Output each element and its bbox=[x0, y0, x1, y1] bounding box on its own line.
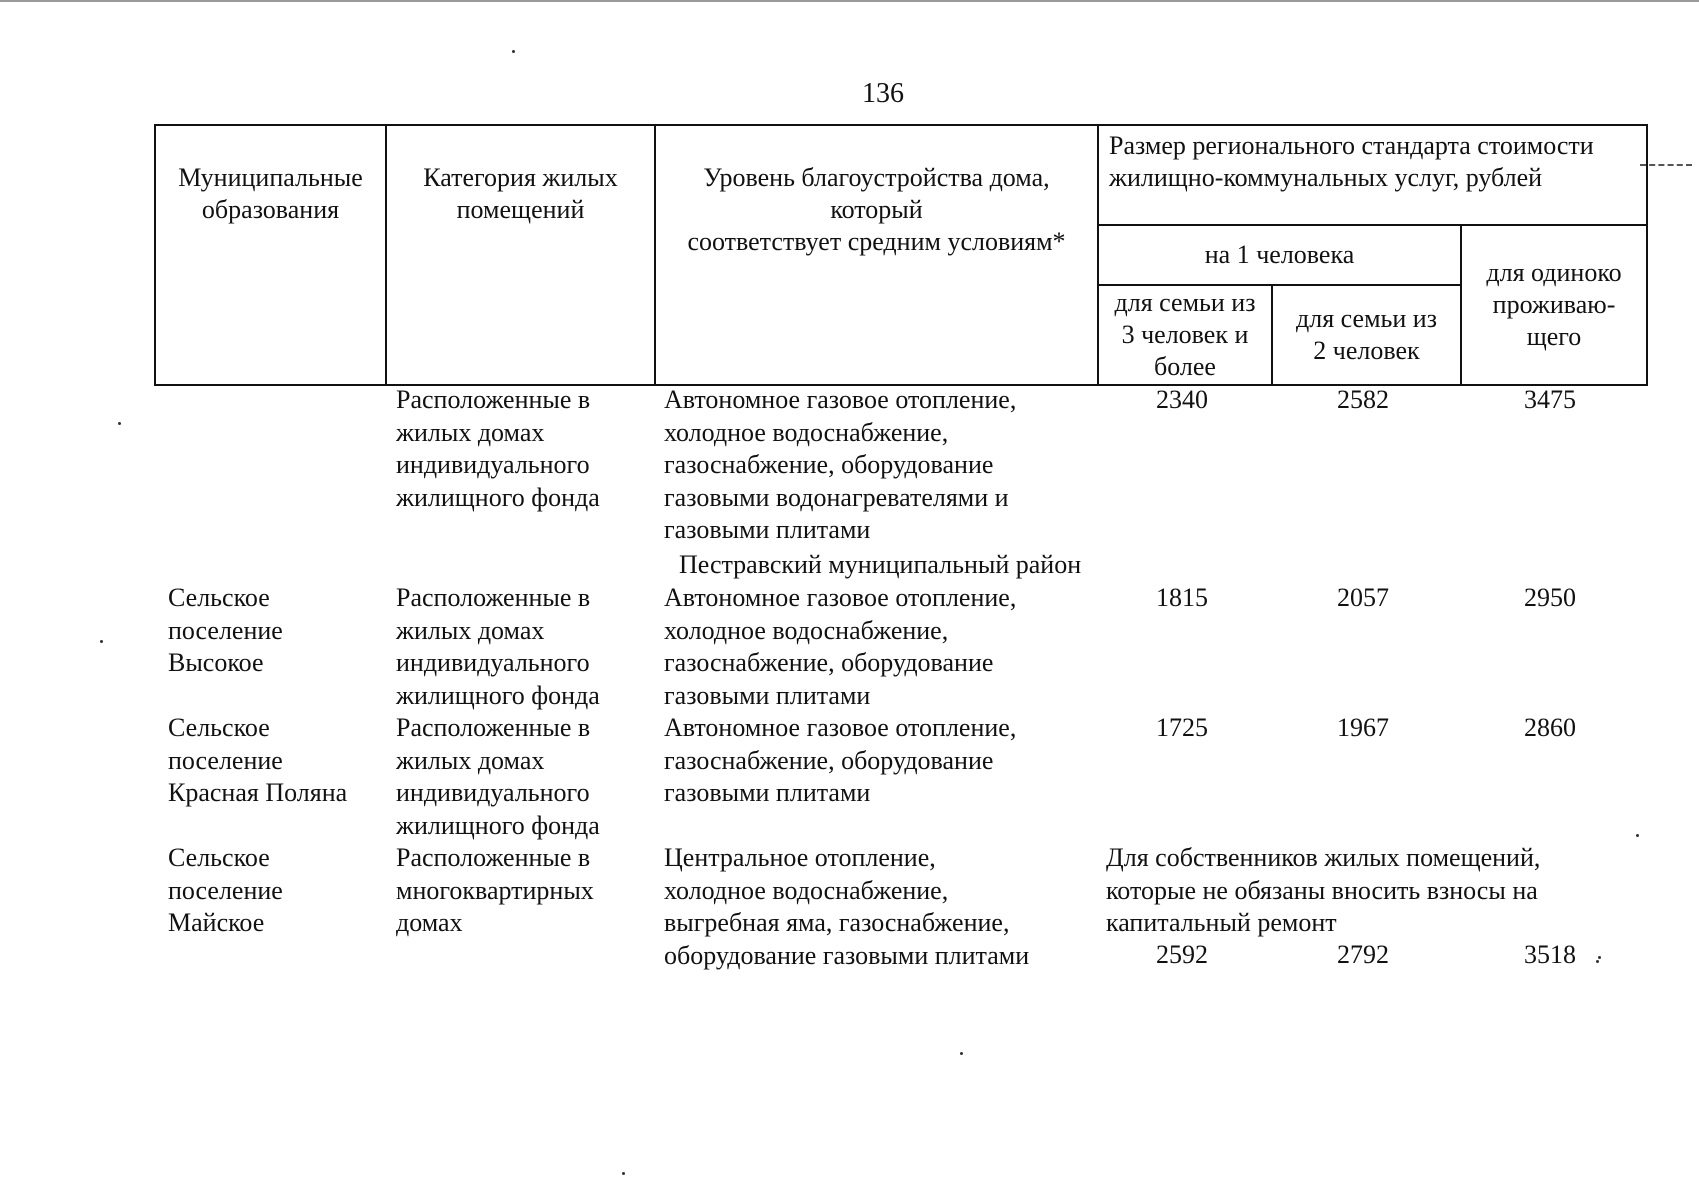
scan-speck bbox=[960, 1052, 963, 1055]
scan-speck bbox=[622, 1172, 625, 1175]
district-row-2-level: Центральное отопление, холодное водоснабжение, выгребная яма, газоснабжение, оборудование газовыми плитами bbox=[664, 843, 1030, 970]
scan-speck bbox=[1598, 956, 1601, 959]
row-0-single: 3475 bbox=[1524, 385, 1576, 414]
scan-speck bbox=[100, 640, 103, 643]
page-top-border bbox=[0, 0, 1699, 2]
district-row-1-single: 2860 bbox=[1524, 713, 1576, 742]
district-row-0-level: Автономное газовое отопление, холодное водоснабжение, газоснабжение, оборудование газовыми плитами bbox=[664, 583, 1017, 710]
district-row-1-level: Автономное газовое отопление, газоснабжение, оборудование газовыми плитами bbox=[664, 713, 1017, 807]
header-municipal: Муниципальные образования bbox=[155, 125, 386, 385]
district-row-0-single: 2950 bbox=[1524, 583, 1576, 612]
district-row-2-family3: 2592 bbox=[1156, 940, 1208, 969]
header-single: для одиноко проживаю-щего bbox=[1461, 225, 1647, 385]
district-row-0-category: Расположенные в жилых домах индивидуального жилищного фонда bbox=[396, 583, 600, 710]
district-row-0-family2: 2057 bbox=[1337, 583, 1389, 612]
district-row-2-single: 3518 bbox=[1524, 940, 1576, 969]
header-per-person: на 1 человека bbox=[1098, 225, 1461, 285]
district-row-2-municipal: Сельское поселение Майское bbox=[168, 843, 283, 937]
table-header bbox=[154, 124, 1648, 386]
header-category: Категория жилых помещений bbox=[386, 125, 655, 385]
page-number: 136 bbox=[862, 78, 904, 109]
row-0-family2: 2582 bbox=[1337, 385, 1389, 414]
header-level: Уровень благоустройства дома, который соответствует средним условиям* bbox=[655, 125, 1098, 385]
header-standard-size: Размер регионального стандарта стоимости жилищно-коммунальных услуг, рублей bbox=[1098, 125, 1647, 225]
scan-speck bbox=[1596, 960, 1599, 963]
header-family3: для семьи из 3 человек и более bbox=[1098, 285, 1272, 385]
district-row-1-family2: 1967 bbox=[1337, 713, 1389, 742]
row-0-category: Расположенные в жилых домах индивидуального жилищного фонда bbox=[396, 385, 600, 512]
scan-speck bbox=[512, 50, 515, 53]
district-row-1-municipal: Сельское поселение Красная Поляна bbox=[168, 713, 348, 807]
scan-speck bbox=[118, 422, 121, 425]
row-0-family3: 2340 bbox=[1156, 385, 1208, 414]
district-row-2-category: Расположенные в многоквартирных домах bbox=[396, 843, 594, 937]
row-0-level: Автономное газовое отопление, холодное водоснабжение, газоснабжение, оборудование газовыми водонагревателями и газовыми плитами bbox=[664, 385, 1017, 544]
district-row-1-category: Расположенные в жилых домах индивидуального жилищного фонда bbox=[396, 713, 600, 840]
district-heading: Пестравский муниципальный район bbox=[679, 550, 1082, 579]
district-row-2-note: Для собственников жилых помещений, которые не обязаны вносить взносы на капитальный ремонт bbox=[1106, 843, 1541, 937]
district-row-0-family3: 1815 bbox=[1156, 583, 1208, 612]
scan-speck bbox=[1636, 834, 1639, 837]
district-row-2-family2: 2792 bbox=[1337, 940, 1389, 969]
header-family2: для семьи из 2 человек bbox=[1272, 285, 1461, 385]
district-row-0-municipal: Сельское поселение Высокое bbox=[168, 583, 283, 677]
district-row-1-family3: 1725 bbox=[1156, 713, 1208, 742]
